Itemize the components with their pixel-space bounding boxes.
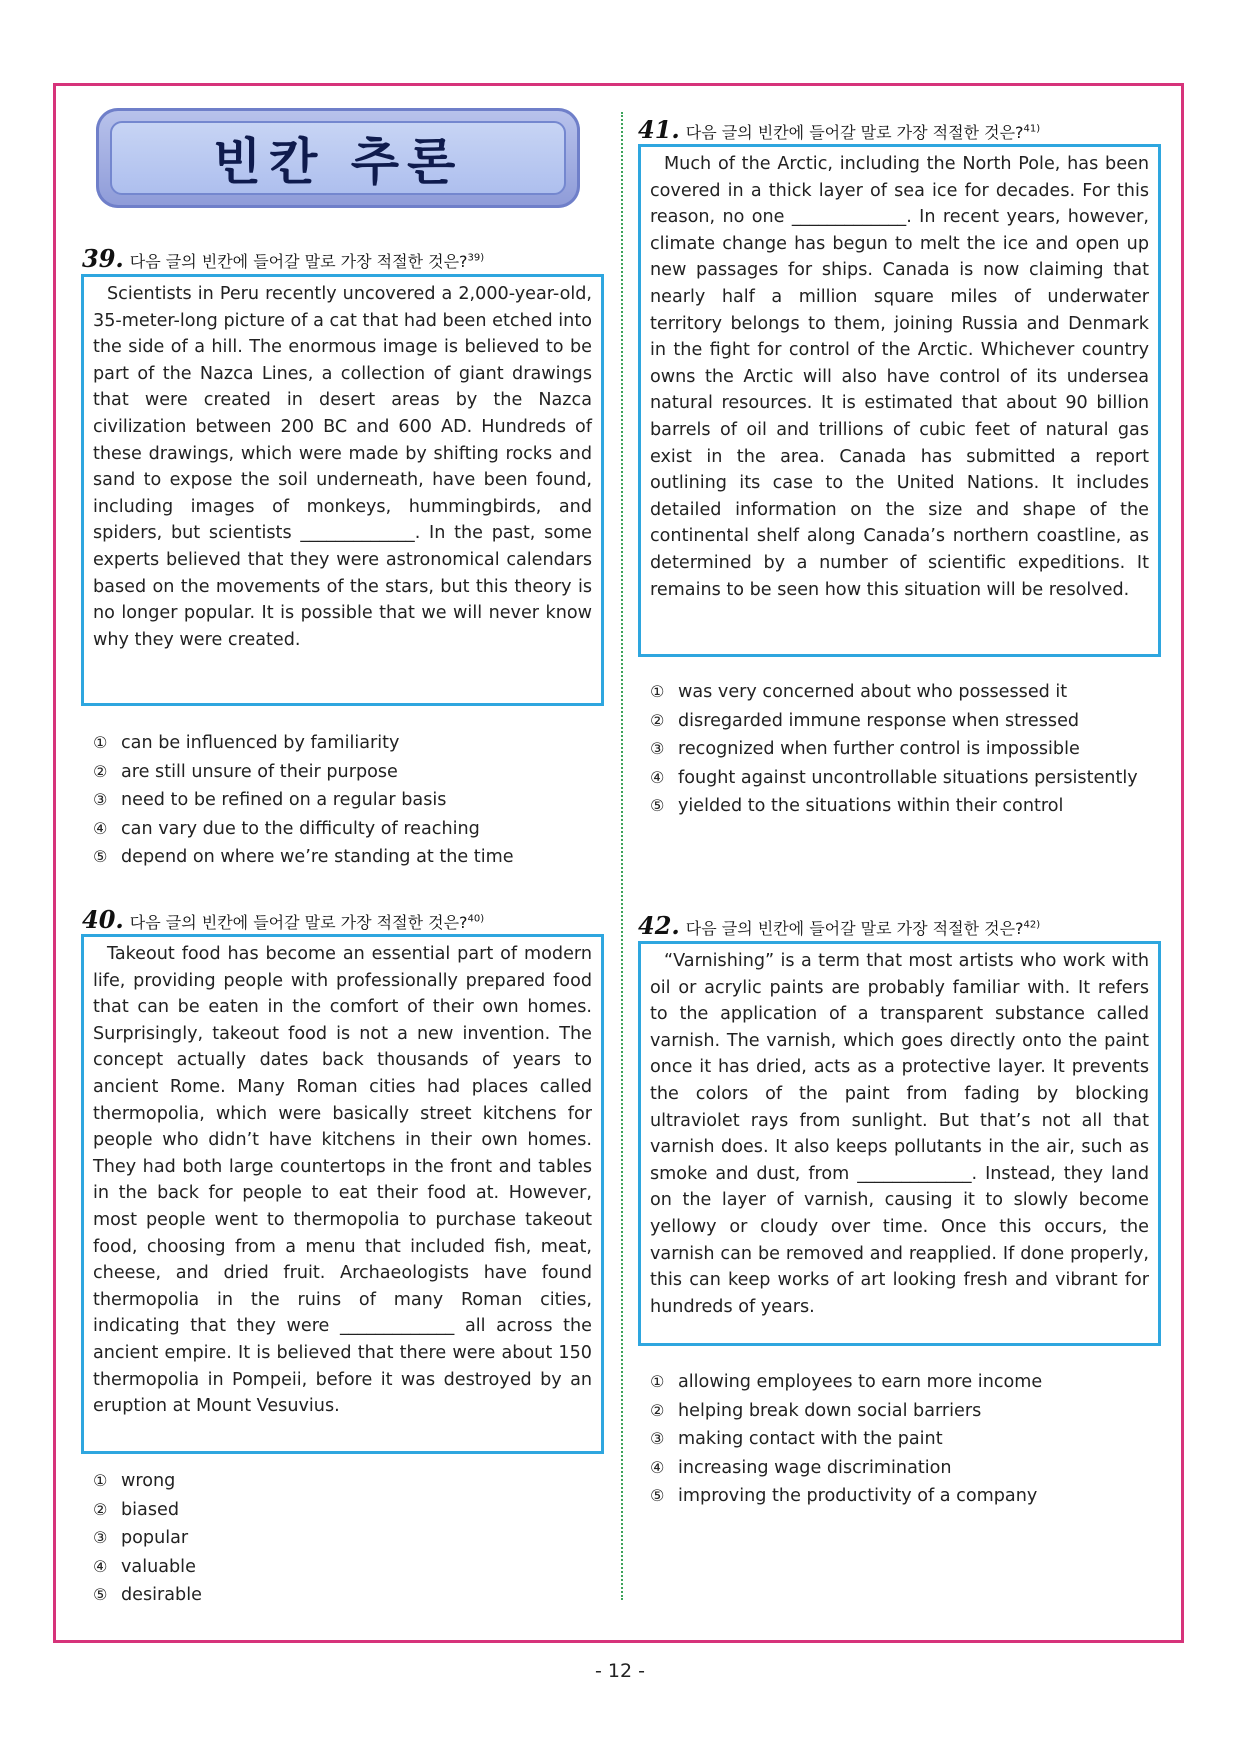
answer-option[interactable]: ④ valuable [93,1556,196,1577]
answer-option[interactable]: ③ popular [93,1528,189,1548]
passage-box-39 [81,274,604,706]
question-header-41 [638,115,1040,144]
passage-text: Scientists in Peru recently uncovered a 2,000-year-old, 35-meter-long picture of a cat that had been etched into the side of a hill. The enormous image is believed to be part of the Nazca Lines, a collection of giant drawings that were created in desert areas by the Nazca civilization between 200 BC and 600 AD. Hundreds of these drawings, which were made by shifting rocks and sand to expose the soil underneath, have been found, including images of monkeys, hummingbirds, and spiders, but scientists _____________. In the past, some experts believed that they were astronomical calendars based on the movements of the stars, but this theory is no longer popular. It is possible that we will never know why they were created. [93,284,592,650]
passage-text: “Varnishing” is a term that most artists who work with oil or acrylic paints are probably familiar with. It refers to the application of a transparent substance called varnish. The varnish, which goes directly onto the paint once it has dried, acts as a protective layer. It prevents the colors of the paint from fading by blocking ultraviolet rays from sunlight. But that’s not all that varnish does. It also keeps pollutants in the air, such as smoke and dust, from _____________. Instead, they land on the layer of varnish, causing it to slowly become yellowy or cloudy over time. Once this occurs, the varnish can be removed and reapplied. If done properly, this can keep works of art looking fresh and vibrant for hundreds of years. [650,951,1149,1317]
page-number: - 12 - [595,1660,645,1682]
answer-option[interactable]: ⑤ desirable [93,1585,202,1605]
answer-option[interactable]: ③ making contact with the paint [650,1429,943,1449]
question-header-42 [638,911,1040,940]
passage-text: Much of the Arctic, including the North Pole, has been covered in a thick layer of sea ice for decades. For this reason, no one _____________. In recent years, however, climate change has begun to melt the ice and open up new passages for ships. Canada is now claiming that nearly half a million square miles of underwater territory belongs to them, joining Russia and Denmark in the fight for control of the Arctic. Whichever country owns the Arctic will also have control of its undersea natural resources. It is estimated that about 90 billion barrels of oil and trillions of cubic feet of natural gas exist in the area. Canada has submitted a report outlining its case to the United Nations. It includes detailed information on the size and shape of the continental shelf along Canada’s northern coastline, as determined by a number of scientific expeditions. It remains to be seen how this situation will be resolved. [650,154,1149,600]
footnote-marker: 40) [467,913,485,925]
question-header-39 [82,244,484,273]
column-divider [621,112,623,1600]
answer-option[interactable]: ⑤ improving the productivity of a company [650,1486,1038,1506]
question-prompt: 다음 글의 빈칸에 들어갈 말로 가장 적절한 것은? [129,252,468,271]
passage-text: Takeout food has become an essential part of modern life, providing people with professionally prepared food that can be eaten in the comfort of their own homes. Surprisingly, takeout food is not a new invention. The concept actually dates back thousands of years to ancient Rome. Many Roman cities had places called thermopolia, which were basically street kitchens for people who didn’t have kitchens in their own homes. They had both large countertops in the front and tables in the back for people to eat their food at. However, most people went to thermopolia to purchase takeout food, choosing from a menu that included fish, meat, cheese, and dried fruit. Archaeologists have found thermopolia in the ruins of many Roman cities, indicating that they were _____________ all across the ancient empire. It is believed that there were about 150 thermopolia in Pompeii, before it was destroyed by an eruption at Mount Vesuvius. [93,944,592,1417]
footnote-marker: 41) [1023,123,1041,135]
answer-option[interactable]: ④ increasing wage discrimination [650,1457,952,1478]
answer-option[interactable]: ⑤ yielded to the situations within their control [650,796,1064,816]
answer-option[interactable]: ③ need to be refined on a regular basis [93,790,447,810]
section-title: 빈칸 추론 [212,133,464,191]
answer-option[interactable]: ① wrong [93,1471,176,1491]
footnote-marker: 39) [467,252,485,264]
footnote-marker: 42) [1023,919,1041,931]
answer-option[interactable]: ② biased [93,1499,179,1520]
question-header-40 [82,905,484,934]
section-title-panel [110,121,566,195]
answer-options-39 [93,729,514,872]
answer-option[interactable]: ① can be influenced by familiarity [93,733,400,753]
passage-box-40 [81,934,604,1454]
question-prompt: 다음 글의 빈칸에 들어갈 말로 가장 적절한 것은? [685,919,1024,938]
answer-option[interactable]: ③ recognized when further control is impossible [650,739,1080,759]
answer-option[interactable]: ⑤ depend on where we’re standing at the time [93,847,514,867]
answer-option[interactable]: ② are still unsure of their purpose [93,761,398,782]
answer-option[interactable]: ① allowing employees to earn more income [650,1372,1043,1392]
question-number: 39. [82,244,124,273]
answer-option[interactable]: ④ can vary due to the difficulty of reaching [93,818,480,839]
passage-box-41 [638,144,1161,657]
answer-options-42 [650,1368,1042,1511]
answer-option[interactable]: ① was very concerned about who possessed it [650,682,1068,702]
answer-option[interactable]: ② helping break down social barriers [650,1400,982,1421]
section-title-banner [96,108,580,208]
question-number: 40. [82,905,124,934]
answer-option[interactable]: ② disregarded immune response when stressed [650,710,1080,731]
answer-options-41 [650,678,1138,821]
question-number: 41. [638,115,680,144]
answer-option[interactable]: ④ fought against uncontrollable situations persistently [650,767,1138,788]
question-prompt: 다음 글의 빈칸에 들어갈 말로 가장 적절한 것은? [685,123,1024,142]
question-prompt: 다음 글의 빈칸에 들어갈 말로 가장 적절한 것은? [129,913,468,932]
passage-box-42 [638,941,1161,1346]
question-number: 42. [638,911,680,940]
answer-options-40 [93,1467,202,1610]
